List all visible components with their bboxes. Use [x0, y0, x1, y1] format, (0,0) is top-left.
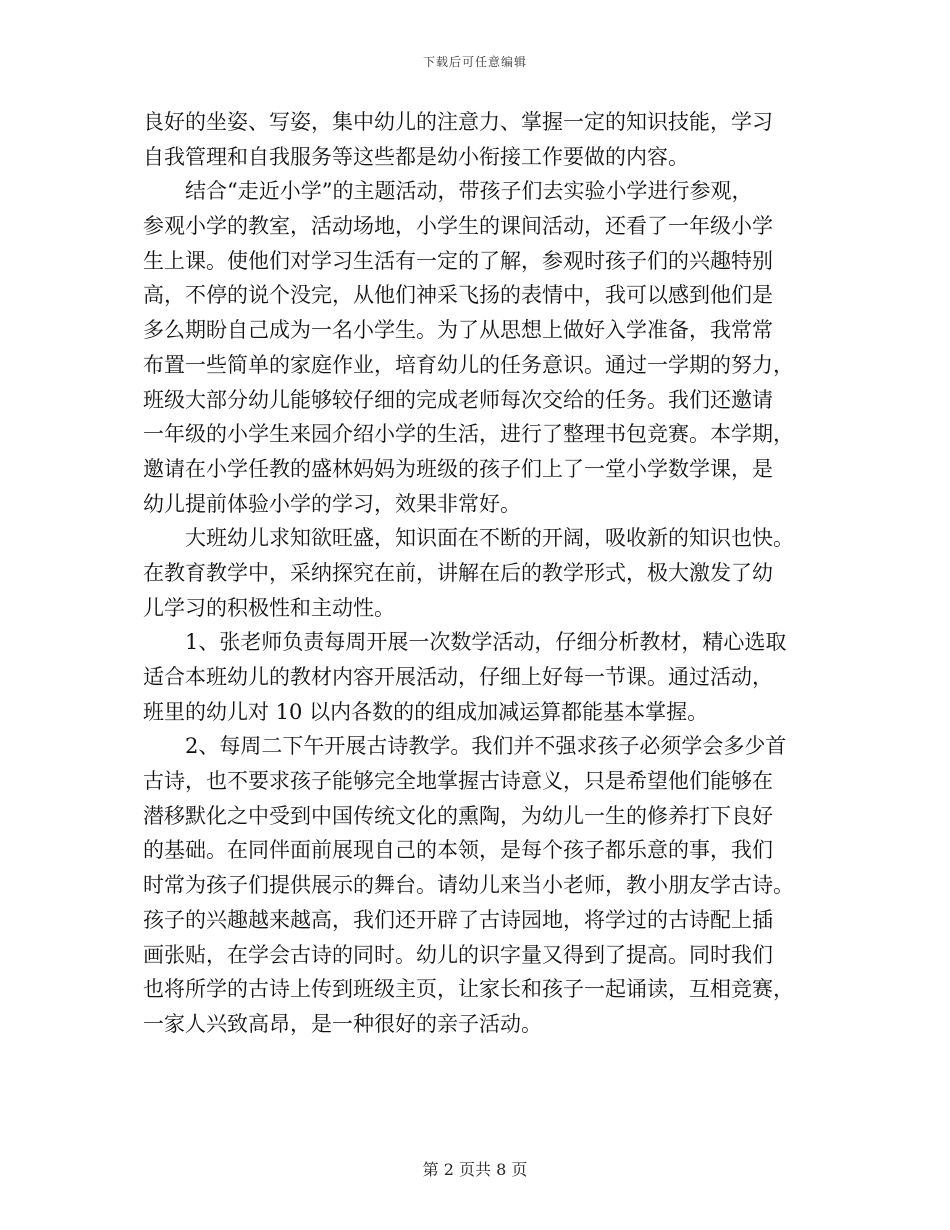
- text-line: 高，不停的说个没完，从他们神采飞扬的表情中，我可以感到他们是: [143, 283, 773, 308]
- text-line: 古诗，也不要求孩子能够完全地掌握古诗意义，只是希望他们能够在: [143, 769, 773, 794]
- page-number-footer: 第 2 页共 8 页: [422, 1160, 528, 1179]
- text-line: 儿学习的积极性和主动性。: [143, 595, 395, 620]
- text-line: 在教育教学中，采纳探究在前，讲解在后的教学形式，极大激发了幼: [143, 560, 773, 585]
- text-line: 的基础。在同伴面前展现自己的本领，是每个孩子都乐意的事，我们: [143, 838, 773, 863]
- text-line: 也将所学的古诗上传到班级主页，让家长和孩子一起诵读，互相竞赛，: [143, 977, 794, 1002]
- text-line: 多么期盼自己成为一名小学生。为了从思想上做好入学准备，我常常: [143, 318, 773, 343]
- text-line: 参观小学的教室，活动场地，小学生的课间活动，还看了一年级小学: [143, 214, 773, 239]
- text-line: 良好的坐姿、写姿，集中幼儿的注意力、掌握一定的知识技能，学习: [143, 110, 773, 134]
- text-line: 自我管理和自我服务等这些都是幼小衔接工作要做的内容。: [143, 144, 689, 169]
- text-line: 潜移默化之中受到中国传统文化的熏陶，为幼儿一生的修养打下良好: [143, 803, 773, 828]
- text-line: 适合本班幼儿的教材内容开展活动，仔细上好每一节课。通过活动，: [143, 665, 773, 689]
- text-line: 幼儿提前体验小学的学习，效果非常好。: [143, 491, 521, 516]
- text-line: 布置一些简单的家庭作业，培育幼儿的任务意识。通过一学期的努力，: [143, 352, 794, 377]
- text-line: 一家人兴致高昂，是一种很好的亲子活动。: [143, 1011, 542, 1036]
- text-line: 2、每周二下午开展古诗教学。我们并不强求孩子必须学会多少首: [185, 734, 787, 759]
- text-line: 生上课。使他们对学习生活有一定的了解，参观时孩子们的兴趣特别: [143, 248, 773, 273]
- text-line: 时常为孩子们提供展示的舞台。请幼儿来当小老师，教小朋友学古诗。: [143, 873, 794, 898]
- text-line: 画张贴，在学会古诗的同时。幼儿的识字量又得到了提高。同时我们: [143, 942, 773, 967]
- text-line: 班里的幼儿对 10 以内各数的的组成加减运算都能基本掌握。: [143, 699, 709, 724]
- text-line: 孩子的兴趣越来越高，我们还开辟了古诗园地，将学过的古诗配上插: [143, 907, 773, 932]
- text-line: 结合“走近小学”的主题活动，带孩子们去实验小学进行参观，: [185, 179, 753, 204]
- text-line: 班级大部分幼儿能够较仔细的完成老师每次交给的任务。我们还邀请: [143, 387, 773, 412]
- text-line: 1、张老师负责每周开展一次数学活动，仔细分析教材，精心选取: [185, 630, 787, 655]
- text-line: 大班幼儿求知欲旺盛，知识面在不断的开阔，吸收新的知识也快。: [185, 526, 794, 551]
- page-header: 下载后可任意编辑: [422, 55, 527, 69]
- document-body: [143, 105, 813, 1042]
- text-line: 一年级的小学生来园介绍小学的生活，进行了整理书包竞赛。本学期，: [143, 422, 794, 447]
- text-line: 邀请在小学任教的盛林妈妈为班级的孩子们上了一堂小学数学课，是: [143, 456, 773, 481]
